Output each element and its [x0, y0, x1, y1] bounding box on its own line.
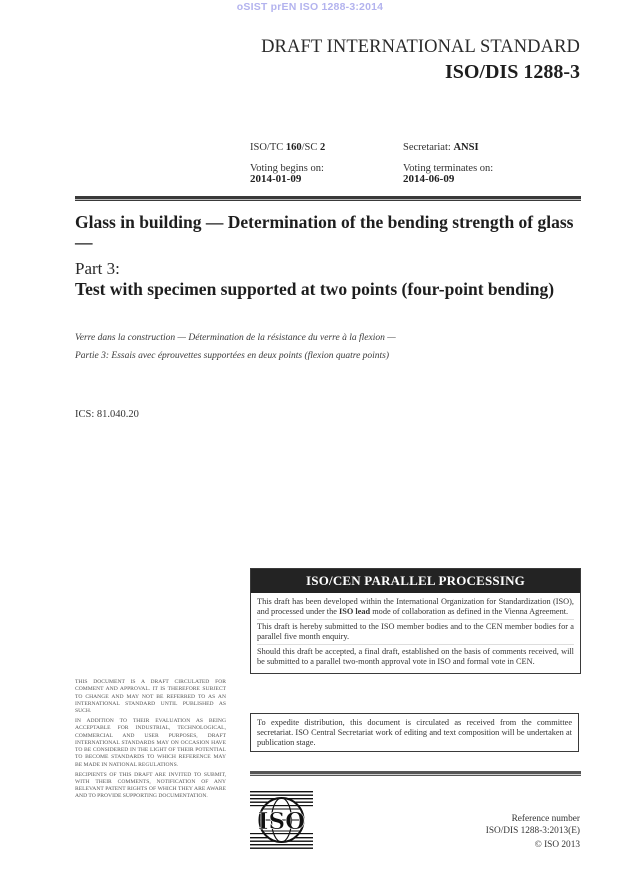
footer-divider [250, 771, 581, 776]
secretariat-prefix: Secretariat: [403, 142, 454, 153]
voting-begins-label: Voting begins on: [250, 163, 324, 174]
committee-sep: /SC [301, 142, 321, 153]
copyright-notice: © ISO 2013 [534, 840, 580, 850]
part-label: Part 3: [75, 259, 120, 278]
parallel-processing-box [250, 568, 581, 674]
disclaimer-p2: IN ADDITION TO THEIR EVALUATION AS BEING ACCEPTABLE FOR INDUSTRIAL, TECHNOLOGICAL, COMMERCIAL AND USER PURPOSES, DRAFT INTERNATIONAL STANDARDS MAY ON OCCASION HAVE TO BE CONSIDERED IN THE LIGHT OF THEIR POTENTIAL TO BECOME STANDARDS TO WHICH REFERENCE MAY BE MADE IN NATIONAL REGULATIONS. [75, 717, 226, 768]
reference-label: Reference number [511, 814, 580, 824]
disclaimer-p3: RECIPIENTS OF THIS DRAFT ARE INVITED TO SUBMIT, WITH THEIR COMMENTS, NOTIFICATION OF ANY RELEVANT PATENT RIGHTS OF WHICH THEY ARE AWARE AND TO PROVIDE SUPPORTING DOCUMENTATION. [75, 771, 226, 800]
disclaimer-p1: THIS DOCUMENT IS A DRAFT CIRCULATED FOR COMMENT AND APPROVAL. IT IS THEREFORE SUBJECT TO CHANGE AND MAY NOT BE REFERRED TO AS AN INTERNATIONAL STANDARD UNTIL PUBLISHED AS SUCH. [75, 679, 226, 715]
parallel-processing-heading: ISO/CEN PARALLEL PROCESSING [251, 569, 580, 593]
svg-text:ISO: ISO [257, 808, 306, 835]
voting-begins [250, 163, 324, 185]
committee-sc: 2 [320, 142, 326, 153]
parallel-processing-p1: This draft has been developed within the International Organization for Standardization (ISO), and processed under the ISO lead mode of collaboration as defined in the Vienna Agreement. [257, 597, 574, 616]
document-title: Glass in building — Determination of the bending strength of glass — [75, 212, 574, 252]
draft-disclaimer [75, 679, 226, 803]
reference-number: ISO/DIS 1288-3:2013(E) [485, 826, 580, 836]
watermark-header: oSIST prEN ISO 1288-3:2014 [236, 1, 384, 13]
document-type-heading: DRAFT INTERNATIONAL STANDARD [261, 37, 580, 57]
voting-terminates-date: 2014-06-09 [403, 173, 455, 185]
voting-terminates-label: Voting terminates on: [403, 163, 494, 174]
header-divider [75, 196, 581, 201]
secretariat-value: ANSI [453, 142, 479, 153]
french-title-line2: Partie 3: Essais avec éprouvettes supportées en deux points (flexion quatre points) [75, 351, 390, 361]
ics-code: ICS: 81.040.20 [75, 409, 139, 420]
voting-begins-date: 2014-01-09 [250, 173, 302, 185]
expedite-distribution-note: To expedite distribution, this document is circulated as received from the committee secretariat. ISO Central Secretariat work of editing and text composition will be undertaken at publication stage. [250, 713, 579, 752]
committee-prefix: ISO/TC [250, 142, 286, 153]
committee-label [250, 142, 325, 153]
secretariat-label [403, 142, 479, 153]
part-title: Test with specimen supported at two points (four-point bending) [75, 279, 555, 299]
voting-terminates [403, 163, 493, 185]
iso-logo-icon [250, 790, 313, 850]
document-number-heading: ISO/DIS 1288-3 [444, 61, 580, 83]
committee-tc: 160 [285, 142, 302, 153]
french-title-line1: Verre dans la construction — Détermination de la résistance du verre à la flexion — [75, 333, 396, 343]
parallel-processing-p3: Should this draft be accepted, a final draft, established on the basis of comments received, will be submitted to a parallel two-month approval vote in ISO and formal vote in CEN. [257, 644, 574, 666]
parallel-processing-p2: This draft is hereby submitted to the ISO member bodies and to the CEN member bodies for a parallel five month enquiry. [257, 619, 574, 641]
